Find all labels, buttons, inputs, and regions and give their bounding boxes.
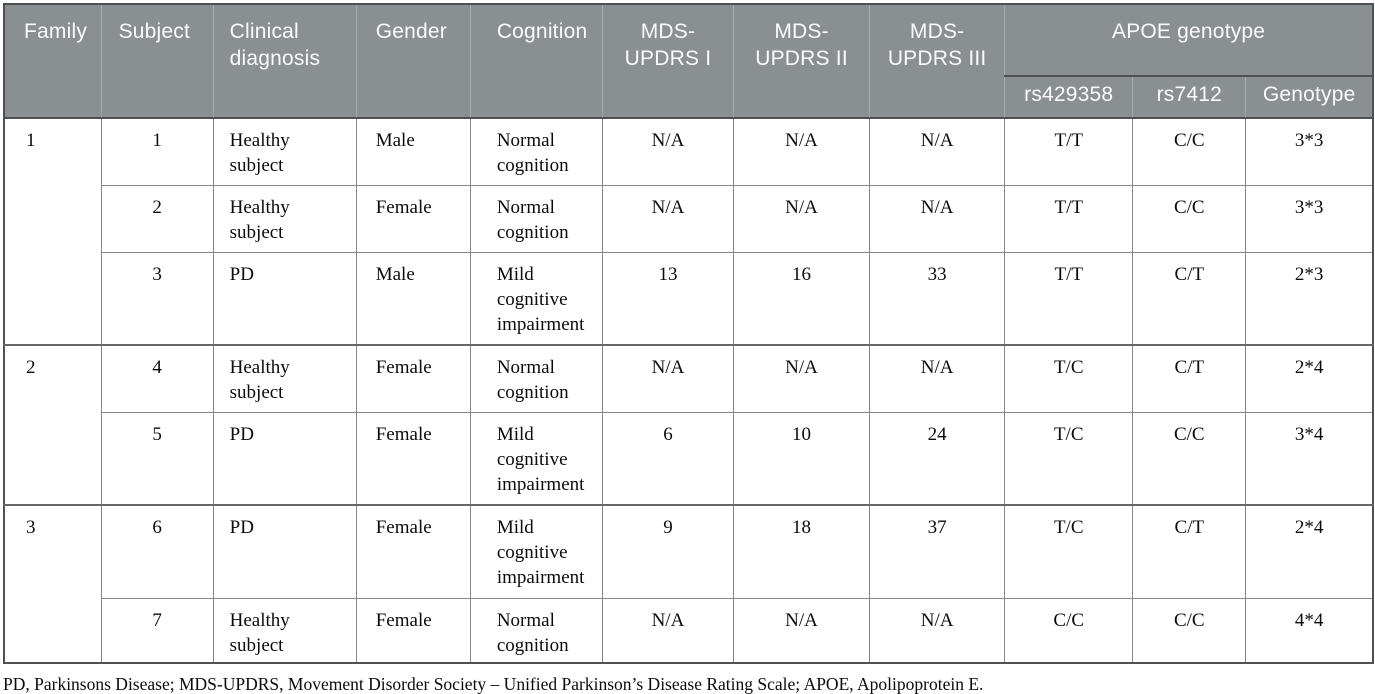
cell-rs429358: T/C	[1005, 412, 1133, 505]
table-row	[4, 412, 1373, 505]
header-rs7412: rs7412	[1133, 76, 1246, 118]
cell-rs7412: C/C	[1133, 185, 1246, 252]
cell-gender: Male	[356, 252, 470, 345]
cell-clinical-diagnosis: Healthy subject	[213, 118, 356, 185]
cell-genotype: 2*4	[1246, 505, 1373, 598]
header-family: Family	[4, 4, 101, 118]
cell-genotype: 4*4	[1246, 598, 1373, 663]
cell-subject: 1	[101, 118, 213, 185]
cell-rs7412: C/T	[1133, 345, 1246, 412]
cell-clinical-diagnosis: PD	[213, 252, 356, 345]
cell-mds-updrs-2: 18	[734, 505, 870, 598]
cell-subject: 5	[101, 412, 213, 505]
cell-gender: Female	[356, 412, 470, 505]
header-cognition: Cognition	[470, 4, 602, 118]
header-clinical-diagnosis: Clinical diagnosis	[213, 4, 356, 118]
cell-mds-updrs-3: N/A	[870, 118, 1005, 185]
cell-mds-updrs-2: N/A	[734, 118, 870, 185]
header-apoe-genotype: APOE genotype	[1005, 4, 1373, 76]
cell-mds-updrs-1: N/A	[602, 185, 733, 252]
cell-genotype: 2*3	[1246, 252, 1373, 345]
cell-gender: Female	[356, 185, 470, 252]
table-header	[4, 4, 1373, 118]
cell-cognition: Normal cognition	[470, 185, 602, 252]
cell-rs429358: T/C	[1005, 505, 1133, 598]
cell-rs7412: C/T	[1133, 505, 1246, 598]
cell-mds-updrs-2: N/A	[734, 598, 870, 663]
cell-cognition: Normal cognition	[470, 345, 602, 412]
cell-gender: Female	[356, 598, 470, 663]
cell-mds-updrs-3: 37	[870, 505, 1005, 598]
cell-mds-updrs-3: N/A	[870, 185, 1005, 252]
cell-rs429358: T/T	[1005, 185, 1133, 252]
cell-genotype: 3*4	[1246, 412, 1373, 505]
cell-rs429358: T/T	[1005, 118, 1133, 185]
subjects-table	[3, 3, 1374, 664]
cell-mds-updrs-1: N/A	[602, 345, 733, 412]
cell-clinical-diagnosis: PD	[213, 505, 356, 598]
cell-rs429358: T/C	[1005, 345, 1133, 412]
cell-clinical-diagnosis: Healthy subject	[213, 598, 356, 663]
cell-mds-updrs-2: N/A	[734, 345, 870, 412]
cell-cognition: Mild cognitive impairment	[470, 252, 602, 345]
cell-genotype: 3*3	[1246, 118, 1373, 185]
cell-rs7412: C/C	[1133, 598, 1246, 663]
table-row	[4, 505, 1373, 598]
cell-gender: Male	[356, 118, 470, 185]
table-row	[4, 185, 1373, 252]
cell-clinical-diagnosis: Healthy subject	[213, 185, 356, 252]
cell-family: 3	[4, 505, 101, 663]
table-body	[4, 118, 1373, 663]
cell-mds-updrs-2: 16	[734, 252, 870, 345]
cell-mds-updrs-2: N/A	[734, 185, 870, 252]
header-mds-updrs-3: MDS-UPDRS III	[870, 4, 1005, 118]
header-rs429358: rs429358	[1005, 76, 1133, 118]
cell-cognition: Mild cognitive impairment	[470, 412, 602, 505]
cell-mds-updrs-3: 24	[870, 412, 1005, 505]
cell-mds-updrs-1: 9	[602, 505, 733, 598]
cell-mds-updrs-3: N/A	[870, 598, 1005, 663]
cell-mds-updrs-3: N/A	[870, 345, 1005, 412]
header-subject: Subject	[101, 4, 213, 118]
cell-gender: Female	[356, 345, 470, 412]
cell-cognition: Normal cognition	[470, 118, 602, 185]
cell-subject: 3	[101, 252, 213, 345]
cell-rs429358: T/T	[1005, 252, 1133, 345]
header-mds-updrs-1: MDS-UPDRS I	[602, 4, 733, 118]
cell-family: 2	[4, 345, 101, 505]
cell-rs7412: C/T	[1133, 252, 1246, 345]
cell-mds-updrs-3: 33	[870, 252, 1005, 345]
cell-clinical-diagnosis: Healthy subject	[213, 345, 356, 412]
header-gender: Gender	[356, 4, 470, 118]
header-genotype: Genotype	[1246, 76, 1373, 118]
cell-rs429358: C/C	[1005, 598, 1133, 663]
cell-genotype: 3*3	[1246, 185, 1373, 252]
cell-subject: 4	[101, 345, 213, 412]
cell-clinical-diagnosis: PD	[213, 412, 356, 505]
header-row-main	[4, 4, 1373, 76]
cell-cognition: Normal cognition	[470, 598, 602, 663]
cell-mds-updrs-1: 13	[602, 252, 733, 345]
cell-gender: Female	[356, 505, 470, 598]
cell-rs7412: C/C	[1133, 412, 1246, 505]
cell-family: 1	[4, 118, 101, 345]
table-footnote: PD, Parkinsons Disease; MDS-UPDRS, Movement Disorder Society – Unified Parkinson’s Disease Rating Scale; APOE, Apolipoprotein E.	[3, 673, 984, 694]
table-row	[4, 118, 1373, 185]
cell-subject: 2	[101, 185, 213, 252]
header-mds-updrs-2: MDS-UPDRS II	[734, 4, 870, 118]
cell-mds-updrs-1: N/A	[602, 118, 733, 185]
table-row	[4, 345, 1373, 412]
table-row	[4, 252, 1373, 345]
cell-cognition: Mild cognitive impairment	[470, 505, 602, 598]
cell-genotype: 2*4	[1246, 345, 1373, 412]
cell-rs7412: C/C	[1133, 118, 1246, 185]
table-row	[4, 598, 1373, 663]
cell-mds-updrs-1: N/A	[602, 598, 733, 663]
cell-mds-updrs-2: 10	[734, 412, 870, 505]
cell-mds-updrs-1: 6	[602, 412, 733, 505]
cell-subject: 7	[101, 598, 213, 663]
cell-subject: 6	[101, 505, 213, 598]
